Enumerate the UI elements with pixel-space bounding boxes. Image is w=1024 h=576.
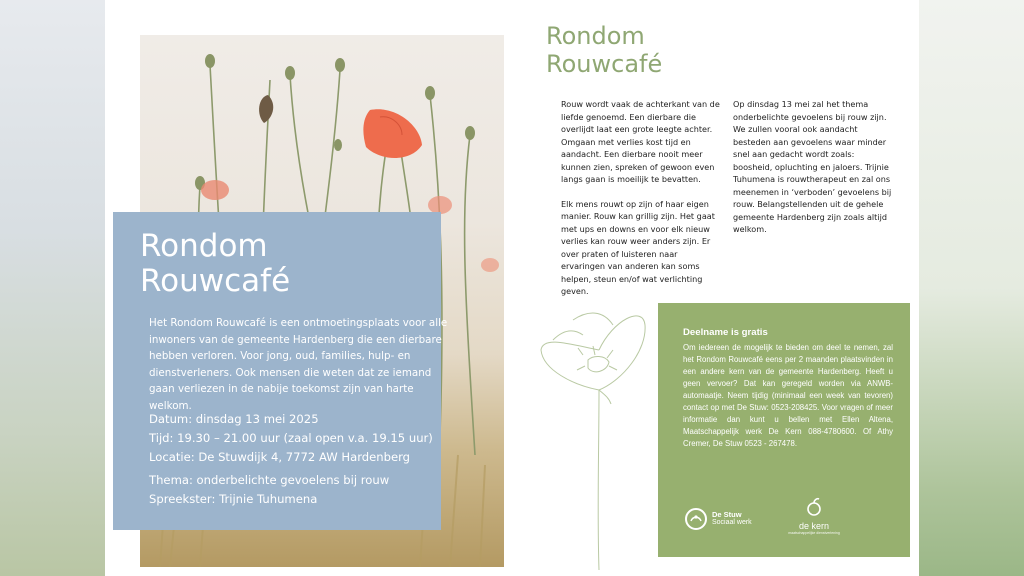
page-title: Rondom Rouwcafé bbox=[546, 22, 663, 78]
de-stuw-icon bbox=[685, 508, 707, 530]
event-info-box bbox=[113, 212, 448, 530]
event-theme: Thema: onderbelichte gevoelens bij rouw bbox=[149, 473, 390, 487]
poppy-line-drawing-icon bbox=[533, 300, 653, 570]
de-stuw-name: De Stuw bbox=[712, 510, 742, 519]
event-date: Datum: dinsdag 13 mei 2025 bbox=[149, 412, 319, 426]
de-kern-logo bbox=[786, 497, 842, 536]
event-intro: Het Rondom Rouwcafé is een ontmoetingsplaats voor alle inwoners van de gemeente Hardenberg die een dierbare hebben verloren. Voor jong, oud, families, hulp- en dienstverleners. Ook mensen die weten dat ze iemand gaan verliezen in de nabije toekomst zijn van harte welkom. bbox=[149, 317, 448, 412]
text-column-2 bbox=[733, 98, 893, 248]
flyer-page bbox=[105, 0, 919, 576]
de-kern-name: de kern bbox=[798, 521, 830, 531]
paragraph: Elk mens rouwt op zijn of haar eigen manier. Rouw kan grillig zijn. Het gaat met ups en downs en voor elk nieuw verlies kan rouw weer anders zijn. Er over praten of luisteren naar ervaringen van anderen kan soms helpen, steun en/of wat verlichting geven. bbox=[561, 198, 715, 296]
info-title: Deelname is gratis bbox=[683, 327, 768, 338]
event-speaker: Spreekster: Trijnie Tuhumena bbox=[149, 492, 318, 506]
paragraph: Rouw wordt vaak de achterkant van de liefde genoemd. Een dierbare die overlijdt laat een grote leegte achter. Omgaan met verlies kost tijd en aandacht. Een dierbare nooit meer kunnen zien, spreken of gewoon even langs gaan is moeilijk te bevatten. bbox=[561, 99, 720, 184]
event-title: Rondom Rouwcafé bbox=[140, 228, 291, 299]
participation-info-box bbox=[658, 303, 910, 557]
de-stuw-subtitle: Sociaal werk bbox=[712, 519, 752, 526]
paragraph: Op dinsdag 13 mei zal het thema onderbelichte gevoelens bij rouw zijn. We zullen vooral ook aandacht besteden aan gevoelens waar minder snel aan gedacht wordt zoals: boosheid, opluchting en jaloers. Trijnie Tuhumena is rouwtherapeut en zal ons meenemen in ‘verboden’ gevoelens bij rouw. Belangstellenden uit de gehele gemeente Hardenberg zijn zoals altijd welkom. bbox=[733, 99, 892, 234]
event-details bbox=[149, 410, 449, 509]
info-text: Om iedereen de mogelijk te bieden om deel te nemen, zal het Rondom Rouwcafé eens per 2 maanden plaatsvinden in een andere kern van de gemeente Hardenberg. Heeft u geen vervoer? Dat kan geregeld worden via ANWB-automaatje. Neem tijdig (minimaal een week van tevoren) contact op met De Stuw: 0523-208425. Voor vragen of meer informatie dan kunt u bellen met Ellen Altena, Maatschappelijk werk De Kern 088-4780600. Of Athy Cremer, De Stuw 0523 - 267478. bbox=[683, 343, 893, 448]
event-time: Tijd: 19.30 – 21.00 uur (zaal open v.a. 19.15 uur) bbox=[149, 431, 433, 445]
background-right bbox=[919, 0, 1024, 576]
de-stuw-logo bbox=[685, 508, 752, 530]
text-column-1 bbox=[561, 98, 721, 310]
event-location: Locatie: De Stuwdijk 4, 7772 AW Hardenberg bbox=[149, 450, 411, 464]
de-kern-icon bbox=[805, 497, 823, 517]
de-kern-subtitle: maatschappelijke dienstverlening bbox=[788, 531, 840, 535]
background-left bbox=[0, 0, 105, 576]
